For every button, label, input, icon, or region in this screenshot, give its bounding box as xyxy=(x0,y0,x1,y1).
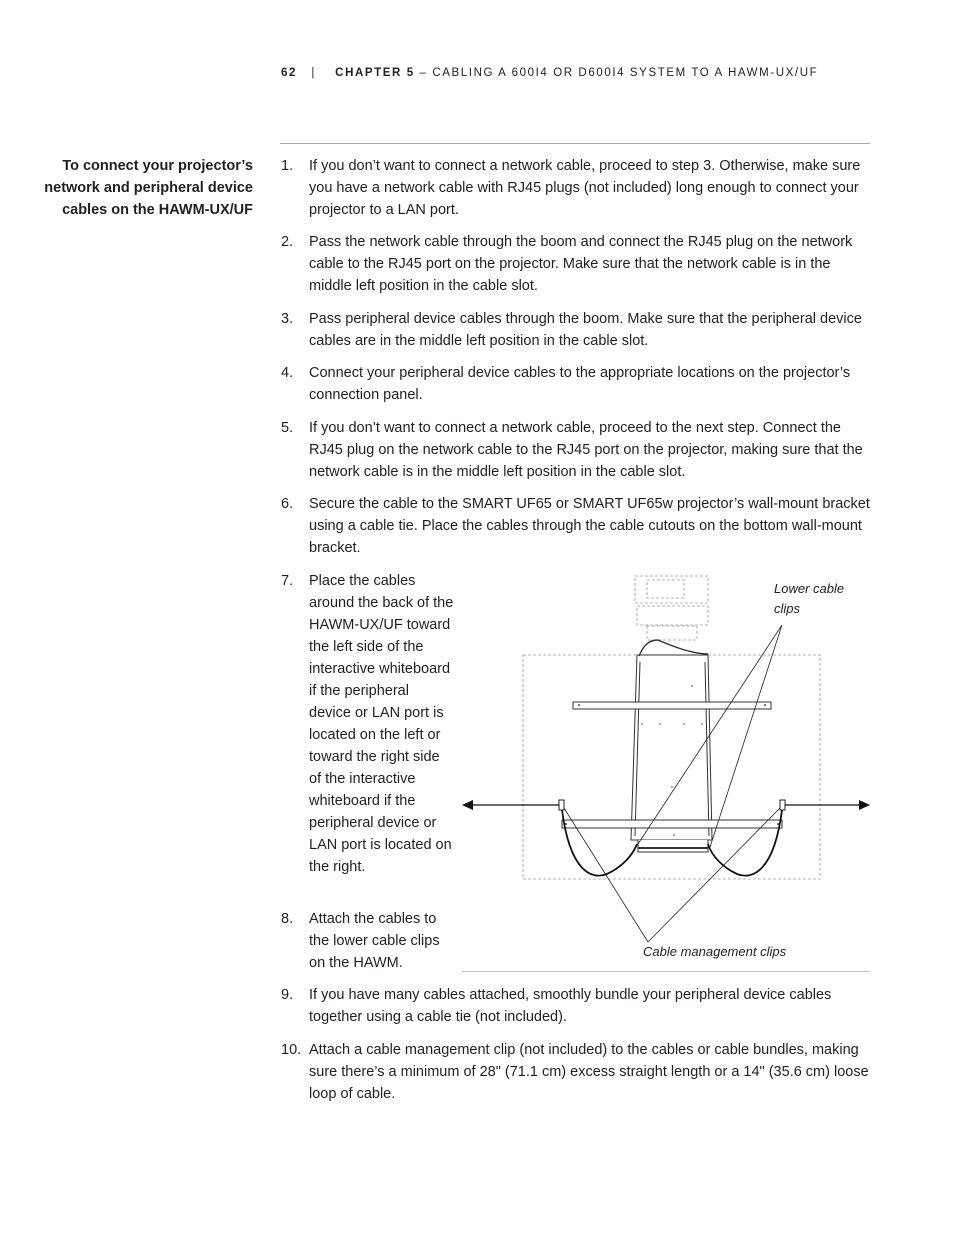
lower-rail xyxy=(562,820,782,828)
step-number: 1. xyxy=(281,158,294,174)
left-clip xyxy=(559,800,564,810)
step-number: 5. xyxy=(281,420,294,436)
step-text: Place the cables around the back of the HAWM-UX/UF toward the left side of the interactive whiteboard if the peripheral device or LAN port is located on the left or toward the right side of the interactive whiteboard if the peripheral device or LAN port is located on the right. xyxy=(309,573,454,875)
leader-upper-right xyxy=(710,625,782,847)
step-number: 10. xyxy=(281,1042,302,1058)
projector-outline xyxy=(635,576,708,603)
step-text: Attach a cable management clip (not included) to the cables or cable bundles, making sure there’s a minimum of 28" (71.1 cm) excess straight length or a 14" (35.6 cm) loose loop of cable. xyxy=(309,1042,869,1102)
boom xyxy=(631,655,712,840)
chapter-title: – CABLING A 600I4 OR D600I4 SYSTEM TO A HAWM-UX/UF xyxy=(419,67,819,79)
step-text: If you have many cables attached, smoothly bundle your peripheral device cables together using a cable tie (not included). xyxy=(309,987,832,1025)
right-clip xyxy=(780,800,785,810)
procedure-heading: To connect your projector’s network and peripheral device cables on the HAWM-UX/UF xyxy=(44,158,253,218)
bracket-outline xyxy=(637,606,708,625)
step-text: If you don’t want to connect a network cable, proceed to the next step. Connect the RJ45 plug on the network cable to the RJ45 port on the projector, making sure that the network cable is in the middle left position in the cable slot. xyxy=(309,420,863,480)
step-number: 7. xyxy=(281,573,294,589)
running-header xyxy=(281,67,818,79)
upper-plate-outline xyxy=(647,626,697,640)
hawm-cable-diagram xyxy=(462,572,872,972)
step-text: If you don’t want to connect a network cable, proceed to step 3. Otherwise, make sure you have a network cable with RJ45 plugs (not included) long enough to connect your projector to a LAN port. xyxy=(309,158,861,218)
boom-top-cable xyxy=(639,640,708,656)
step-number: 8. xyxy=(281,911,294,927)
figure-rule xyxy=(462,971,870,972)
right-arrow-head xyxy=(859,800,870,810)
section-rule xyxy=(280,143,870,144)
boom-bottom-plate xyxy=(638,840,708,852)
step-text: Pass the network cable through the boom and connect the RJ45 plug on the network cable to the RJ45 port on the projector. Make sure that the network cable is in the middle left position in the cable slot. xyxy=(309,234,853,294)
upper-rail xyxy=(573,702,771,709)
left-arrow-head xyxy=(462,800,473,810)
step-text: Pass peripheral device cables through the boom. Make sure that the peripheral device cables are in the middle left position in the cable slot. xyxy=(309,311,862,349)
label-lower-cable-clips: Lower cable clips xyxy=(774,581,845,616)
step-text: Attach the cables to the lower cable clips on the HAWM. xyxy=(309,911,440,971)
page-number: 62 xyxy=(281,67,297,79)
chapter-label: CHAPTER 5 xyxy=(335,67,415,79)
step-number: 4. xyxy=(281,365,294,381)
hawm-cable-routing-figure xyxy=(462,572,872,972)
step-number: 9. xyxy=(281,987,294,1003)
step-number: 3. xyxy=(281,311,294,327)
step-text: Secure the cable to the SMART UF65 or SMART UF65w projector’s wall-mount bracket using a cable tie. Place the cables through the cable cutouts on the bottom wall-mount bracket. xyxy=(309,496,870,556)
label-cable-management-clips: Cable management clips xyxy=(643,944,787,959)
header-separator: | xyxy=(311,67,316,79)
step-number: 2. xyxy=(281,234,294,250)
step-text: Connect your peripheral device cables to the appropriate locations on the projector’s connection panel. xyxy=(309,365,851,403)
step-number: 6. xyxy=(281,496,294,512)
projector-head-outline xyxy=(647,580,684,598)
